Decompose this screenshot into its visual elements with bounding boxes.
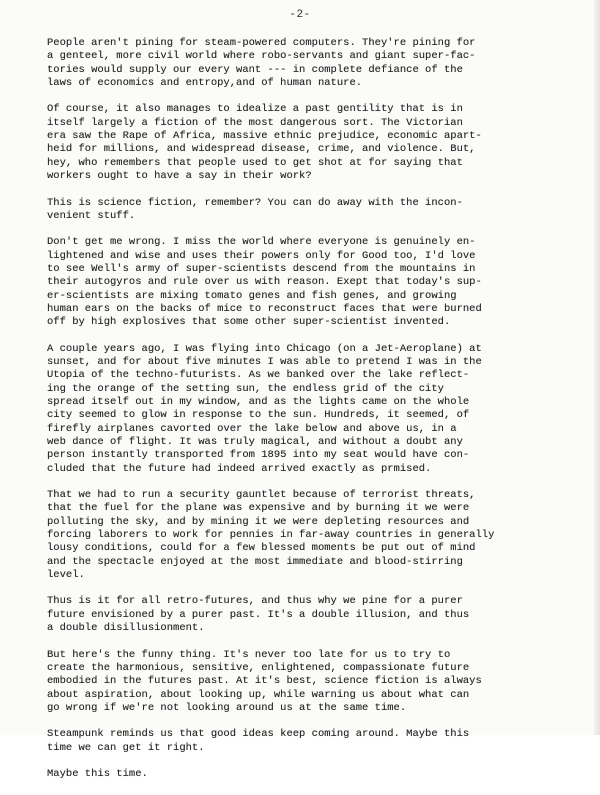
paragraph bbox=[47, 595, 577, 635]
paragraph bbox=[47, 768, 577, 781]
text-line: about aspiration, about looking up, while warning us about what can bbox=[47, 688, 470, 701]
text-line: human ears on the backs of mice to reconstruct faces that were burned bbox=[47, 302, 482, 315]
paragraph bbox=[47, 103, 577, 183]
text-line: a double disillusionment. bbox=[47, 622, 205, 635]
text-line: forcing laborers to work for pennies in far-away countries in generally bbox=[47, 528, 495, 541]
text-line: era saw the Rape of Africa, massive ethnic prejudice, economic apart- bbox=[47, 130, 482, 143]
body-text bbox=[47, 37, 577, 795]
text-line: embodied in the futures past. At it's best, science fiction is always bbox=[47, 675, 482, 688]
text-line: A couple years ago, I was flying into Chicago (on a Jet-Aeroplane) at bbox=[47, 342, 482, 355]
text-line: cluded that the future had indeed arrived exactly as prmised. bbox=[47, 462, 432, 475]
text-line: hey, who remembers that people used to get shot at for saying that bbox=[47, 156, 463, 169]
text-line: heid for millions, and widespread disease, crime, and violence. But, bbox=[47, 143, 476, 156]
text-line: a genteel, more civil world where robo-servants and giant super-fac- bbox=[47, 50, 476, 63]
text-line: person instantly transported from 1895 into my seat would have con- bbox=[47, 449, 470, 462]
paragraph bbox=[47, 236, 577, 329]
paragraph bbox=[47, 37, 577, 90]
text-line: lousy conditions, could for a few blessed moments be put out of mind bbox=[47, 542, 476, 555]
text-line: That we had to run a security gauntlet because of terrorist threats, bbox=[47, 489, 476, 502]
paragraph bbox=[47, 649, 577, 715]
text-line: Utopia of the techno-futurists. As we banked over the lake reflect- bbox=[47, 369, 470, 382]
text-line: level. bbox=[47, 568, 85, 581]
paragraph bbox=[47, 343, 577, 476]
text-line: ing the orange of the setting sun, the endless grid of the city bbox=[47, 382, 444, 395]
text-line: Steampunk reminds us that good ideas keep coming around. Maybe this bbox=[47, 728, 470, 741]
text-line: that the fuel for the plane was expensive and by burning it we were bbox=[47, 502, 470, 515]
text-line: go wrong if we're not looking around us at the same time. bbox=[47, 701, 407, 714]
page-number: -2- bbox=[289, 9, 311, 21]
text-line: People aren't pining for steam-powered computers. They're pining for bbox=[47, 37, 476, 49]
text-line: their autogyros and rule over us with reason. Exept that today's sup- bbox=[47, 276, 482, 289]
text-line: spread itself out in my window, and as the lights came on the whole bbox=[47, 396, 470, 409]
text-line: venient stuff. bbox=[47, 209, 136, 222]
text-line: web dance of flight. It was truly magical, and without a doubt any bbox=[47, 435, 463, 448]
paragraph bbox=[47, 489, 577, 582]
text-line: and the spectacle enjoyed at the most immediate and blood-stirring bbox=[47, 555, 463, 568]
text-line: Maybe this time. bbox=[47, 768, 148, 781]
text-line: Thus is it for all retro-futures, and thus why we pine for a purer bbox=[47, 595, 463, 608]
text-line: city seemed to glow in response to the sun. Hundreds, it seemed, of bbox=[47, 409, 470, 422]
text-line: er-scientists are mixing tomato genes and fish genes, and growing bbox=[47, 289, 457, 302]
text-line: Of course, it also manages to idealize a past gentility that is in bbox=[47, 103, 463, 116]
text-line: workers ought to have a say in their work? bbox=[47, 169, 312, 182]
paper-edge bbox=[594, 0, 600, 735]
text-line: But here's the funny thing. It's never too late for us to try to bbox=[47, 648, 451, 661]
text-line: create the harmonious, sensitive, enlightened, compassionate future bbox=[47, 661, 470, 674]
paragraph bbox=[47, 197, 577, 224]
text-line: polluting the sky, and by mining it we were depleting resources and bbox=[47, 515, 470, 528]
text-line: Don't get me wrong. I miss the world where everyone is genuinely en- bbox=[47, 236, 476, 249]
text-line: This is science fiction, remember? You can do away with the incon- bbox=[47, 196, 463, 209]
text-line: sunset, and for about five minutes I was able to pretend I was in the bbox=[47, 356, 482, 369]
text-line: off by high explosives that some other super-scientist invented. bbox=[47, 316, 451, 329]
text-line: laws of economics and entropy,and of human nature. bbox=[47, 76, 363, 89]
text-line: lightened and wise and uses their powers only for Good too, I'd love bbox=[47, 249, 476, 262]
text-line: to see Well's army of super-scientists descend from the mountains in bbox=[47, 263, 476, 276]
text-line: firefly airplanes cavorted over the lake below and above us, in a bbox=[47, 422, 457, 435]
paragraph bbox=[47, 728, 577, 755]
text-line: future envisioned by a purer past. It's a double illusion, and thus bbox=[47, 608, 470, 621]
text-line: time we can get it right. bbox=[47, 741, 205, 754]
text-line: tories would supply our every want --- in complete defiance of the bbox=[47, 63, 463, 76]
text-line: itself largely a fiction of the most dangerous sort. The Victorian bbox=[47, 116, 463, 129]
